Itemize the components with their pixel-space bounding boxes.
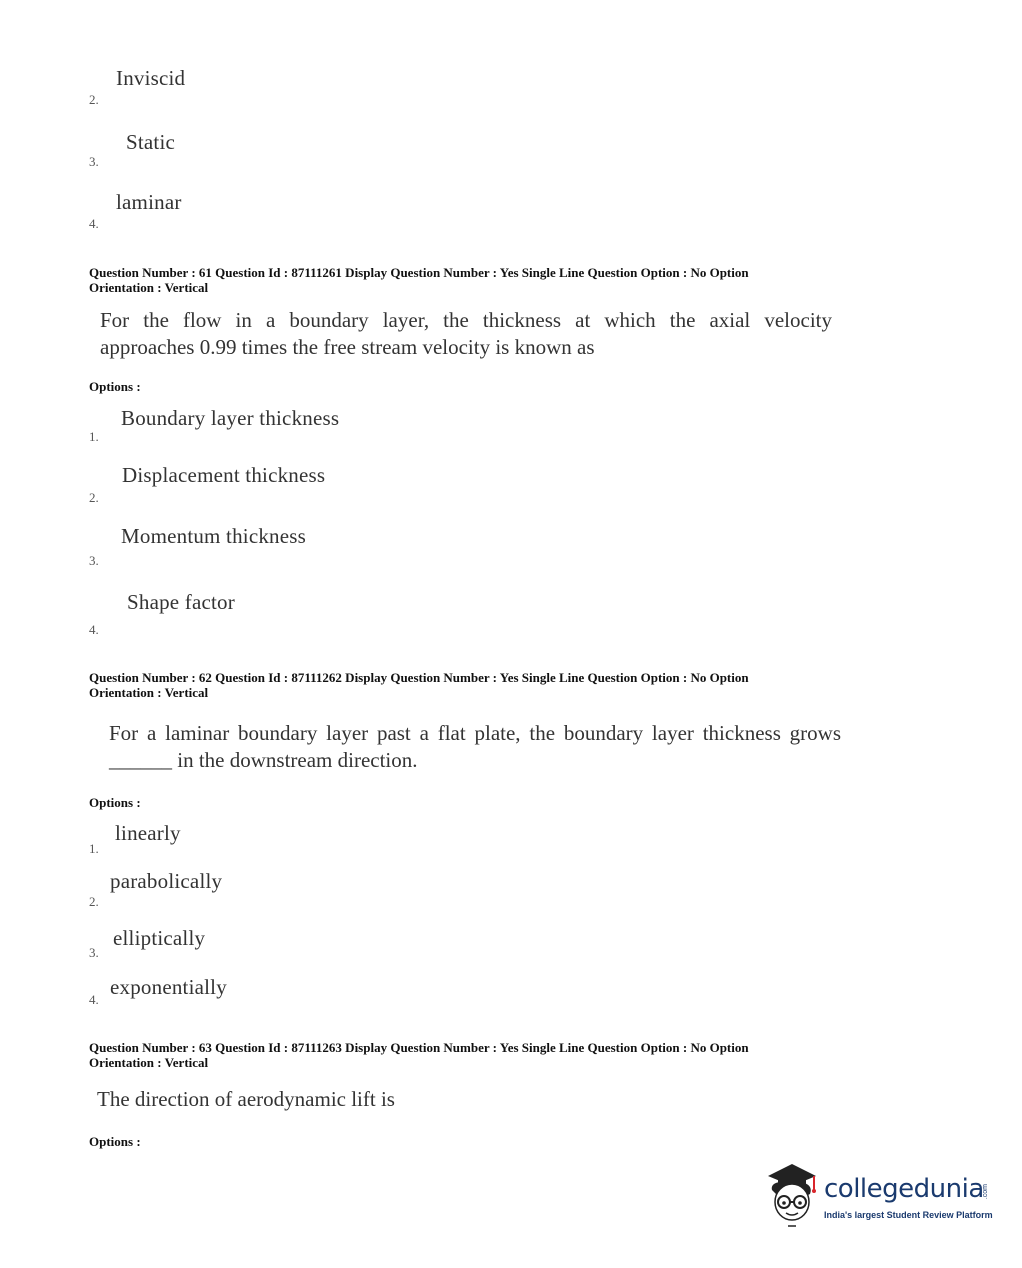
option-text: Shape factor	[127, 590, 235, 614]
option-number: 2.	[89, 92, 99, 107]
option-number: 3.	[89, 945, 99, 960]
logo-tagline: India's largest Student Review Platform	[824, 1210, 993, 1220]
question-meta	[89, 265, 849, 295]
option-text: Momentum thickness	[121, 524, 307, 548]
option-number: 4.	[89, 622, 99, 637]
option-number: 3.	[89, 154, 99, 169]
option-number: 3.	[89, 553, 99, 568]
options-label: Options :	[89, 379, 141, 394]
question-meta-line: Question Number : 63 Question Id : 87111263 Display Question Number : Yes Single Line Question Option : No Option	[89, 1040, 749, 1055]
student-mascot-icon	[762, 1160, 820, 1230]
option-number: 2.	[89, 490, 99, 505]
question-text-line: ______ in the downstream direction.	[109, 748, 418, 772]
collegedunia-logo	[762, 1160, 992, 1230]
question-meta	[89, 670, 849, 700]
options-label: Options :	[89, 1134, 141, 1149]
option-number: 2.	[89, 894, 99, 909]
option-text: Static	[126, 130, 176, 154]
option-number: 4.	[89, 992, 99, 1007]
question-text: The direction of aerodynamic lift is	[97, 1087, 395, 1111]
option-number: 1.	[89, 429, 99, 444]
question-meta-line: Question Number : 61 Question Id : 87111261 Display Question Number : Yes Single Line Question Option : No Option	[89, 265, 749, 280]
question-text-line: approaches 0.99 times the free stream velocity is known as	[100, 335, 595, 359]
question-text	[109, 720, 841, 774]
option-text: exponentially	[110, 975, 227, 999]
option-text: Inviscid	[116, 66, 186, 90]
question-meta-line: Question Number : 62 Question Id : 87111262 Display Question Number : Yes Single Line Question Option : No Option	[89, 670, 749, 685]
option-text: parabolically	[110, 869, 223, 893]
question-text	[100, 307, 832, 361]
question-meta-line: Orientation : Vertical	[89, 280, 209, 295]
question-meta	[89, 1040, 849, 1070]
option-text: laminar	[116, 190, 182, 214]
option-text: elliptically	[113, 926, 206, 950]
options-label: Options :	[89, 795, 141, 810]
option-number: 1.	[89, 841, 99, 856]
option-text: Displacement thickness	[122, 463, 326, 487]
option-number: 4.	[89, 216, 99, 231]
option-text: Boundary layer thickness	[121, 406, 340, 430]
question-text-line: For a laminar boundary layer past a flat plate, the boundary layer thickness grows	[109, 721, 841, 745]
question-meta-line: Orientation : Vertical	[89, 1055, 209, 1070]
logo-wordmark: collegedunia	[824, 1174, 984, 1204]
logo-suffix: .com	[982, 1184, 989, 1200]
question-meta-line: Orientation : Vertical	[89, 685, 209, 700]
question-text-line: For the flow in a boundary layer, the thickness at which the axial velocity	[100, 308, 832, 332]
option-text: linearly	[115, 821, 181, 845]
